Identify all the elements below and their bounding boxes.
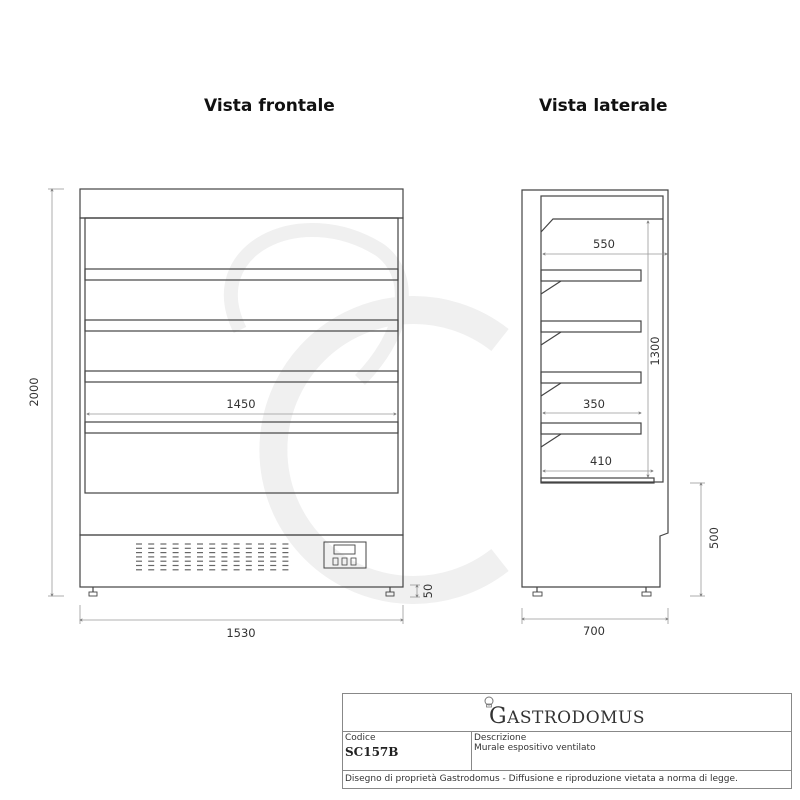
- dim-foot-height: 50: [421, 583, 435, 599]
- ventilation-grille: [136, 544, 288, 570]
- front-shelf: [85, 422, 398, 433]
- side-foot-rear: [642, 587, 651, 596]
- description-value: Murale espositivo ventilato: [474, 743, 596, 753]
- front-top-canopy: [80, 189, 403, 218]
- side-shelf: [541, 270, 641, 281]
- dim-display-height: 1300: [648, 336, 662, 366]
- copyright-notice: Disegno di proprietà Gastrodomus - Diffusione e riproduzione vietata a norma di legge.: [345, 774, 738, 784]
- description-label: Descrizione: [474, 733, 527, 743]
- side-top-deflector: [541, 219, 663, 232]
- dim-total-height: 2000: [27, 377, 41, 407]
- dim-inner-width: 1450: [226, 397, 256, 411]
- dim-top-depth: 550: [593, 237, 615, 251]
- dim-base-height: 500: [707, 527, 721, 549]
- side-shelf: [541, 321, 641, 332]
- side-view-title: Vista laterale: [539, 96, 668, 116]
- watermark-logo: [231, 230, 500, 590]
- dim-shelf-depth: 350: [583, 397, 605, 411]
- code-label: Codice: [345, 733, 376, 743]
- dim-total-width: 1530: [226, 626, 256, 640]
- code-cell: [343, 732, 472, 770]
- title-block: [342, 693, 792, 789]
- description-cell: [472, 732, 596, 770]
- side-shelf: [541, 372, 641, 383]
- front-view-title: Vista frontale: [204, 96, 335, 116]
- brand-row: [343, 694, 791, 732]
- dim-base-depth: 410: [590, 454, 612, 468]
- side-foot-front: [533, 587, 542, 596]
- dim-total-depth: 700: [583, 624, 605, 638]
- front-foot-left: [89, 587, 97, 596]
- front-shelf: [85, 371, 398, 382]
- side-shelf: [541, 423, 641, 434]
- code-value: SC157B: [345, 745, 399, 759]
- brand-logo: GASTRODOMUS: [488, 704, 646, 729]
- front-view: [80, 189, 403, 596]
